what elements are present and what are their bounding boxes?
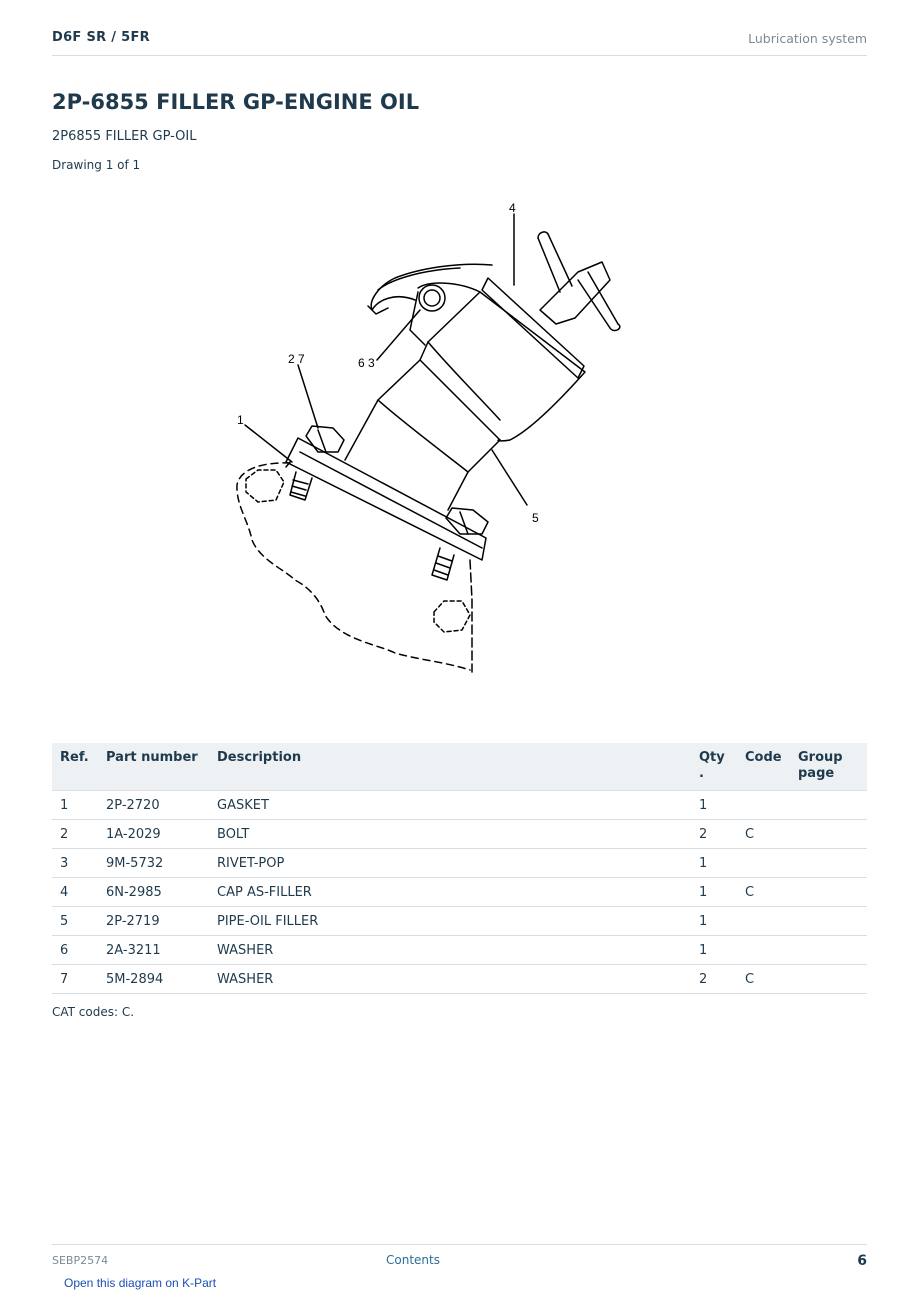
model-label: D6F SR / 5FR [52, 30, 150, 45]
cell-qty: 1 [691, 878, 737, 907]
callout-6-3: 6 3 [358, 356, 375, 370]
page-footer [52, 1244, 867, 1275]
cell-code [737, 907, 790, 936]
table-row [52, 936, 867, 965]
parts-table [52, 743, 867, 994]
cell-group-page [790, 849, 867, 878]
table-row [52, 878, 867, 907]
cell-description: GASKET [209, 791, 691, 820]
section-label: Lubrication system [748, 31, 867, 46]
col-description: Description [209, 743, 691, 791]
cell-code: C [737, 820, 790, 849]
drawing-label: Drawing 1 of 1 [52, 158, 141, 172]
cell-code: C [737, 965, 790, 994]
callout-5: 5 [532, 511, 539, 525]
cell-qty: 1 [691, 791, 737, 820]
cell-qty: 1 [691, 936, 737, 965]
cell-part-number: 5M-2894 [98, 965, 209, 994]
cell-ref: 5 [52, 907, 98, 936]
cell-code [737, 849, 790, 878]
filler-group-drawing [200, 195, 700, 705]
cell-description: BOLT [209, 820, 691, 849]
cell-part-number: 6N-2985 [98, 878, 209, 907]
cell-code [737, 791, 790, 820]
cell-part-number: 2P-2719 [98, 907, 209, 936]
table-row [52, 965, 867, 994]
col-code: Code [737, 743, 790, 791]
callout-2-7: 2 7 [288, 352, 305, 366]
cell-group-page [790, 965, 867, 994]
cell-group-page [790, 791, 867, 820]
cell-ref: 2 [52, 820, 98, 849]
page-subtitle: 2P6855 FILLER GP-OIL [52, 129, 197, 144]
col-qty: Qty . [691, 743, 737, 791]
cell-description: WASHER [209, 965, 691, 994]
page-title: 2P-6855 FILLER GP-ENGINE OIL [52, 90, 420, 114]
document-id: SEBP2574 [52, 1254, 109, 1267]
cell-group-page [790, 820, 867, 849]
cell-code: C [737, 878, 790, 907]
callout-1: 1 [237, 413, 244, 427]
col-group-page: Group page [790, 743, 867, 791]
cell-qty: 1 [691, 849, 737, 878]
cell-ref: 1 [52, 791, 98, 820]
cell-part-number: 2P-2720 [98, 791, 209, 820]
contents-link[interactable]: Contents [386, 1253, 440, 1267]
table-row [52, 907, 867, 936]
cell-qty: 1 [691, 907, 737, 936]
cell-ref: 3 [52, 849, 98, 878]
cell-part-number: 2A-3211 [98, 936, 209, 965]
cell-part-number: 9M-5732 [98, 849, 209, 878]
cell-description: RIVET-POP [209, 849, 691, 878]
cat-codes-note: CAT codes: C. [52, 1005, 135, 1019]
table-row [52, 849, 867, 878]
cell-ref: 7 [52, 965, 98, 994]
cell-ref: 6 [52, 936, 98, 965]
cell-qty: 2 [691, 965, 737, 994]
cell-part-number: 1A-2029 [98, 820, 209, 849]
cell-description: CAP AS-FILLER [209, 878, 691, 907]
page-header [52, 28, 867, 56]
table-row [52, 820, 867, 849]
col-part-number: Part number [98, 743, 209, 791]
page-number: 6 [857, 1253, 867, 1269]
cell-description: PIPE-OIL FILLER [209, 907, 691, 936]
cell-code [737, 936, 790, 965]
col-ref: Ref. [52, 743, 98, 791]
table-header-row [52, 743, 867, 791]
callout-4: 4 [509, 201, 516, 215]
parts-diagram [200, 195, 700, 705]
cell-description: WASHER [209, 936, 691, 965]
cell-group-page [790, 907, 867, 936]
cell-group-page [790, 936, 867, 965]
cell-ref: 4 [52, 878, 98, 907]
open-in-kpart-link[interactable]: Open this diagram on K-Part [64, 1276, 217, 1290]
cell-group-page [790, 878, 867, 907]
cell-qty: 2 [691, 820, 737, 849]
table-row [52, 791, 867, 820]
